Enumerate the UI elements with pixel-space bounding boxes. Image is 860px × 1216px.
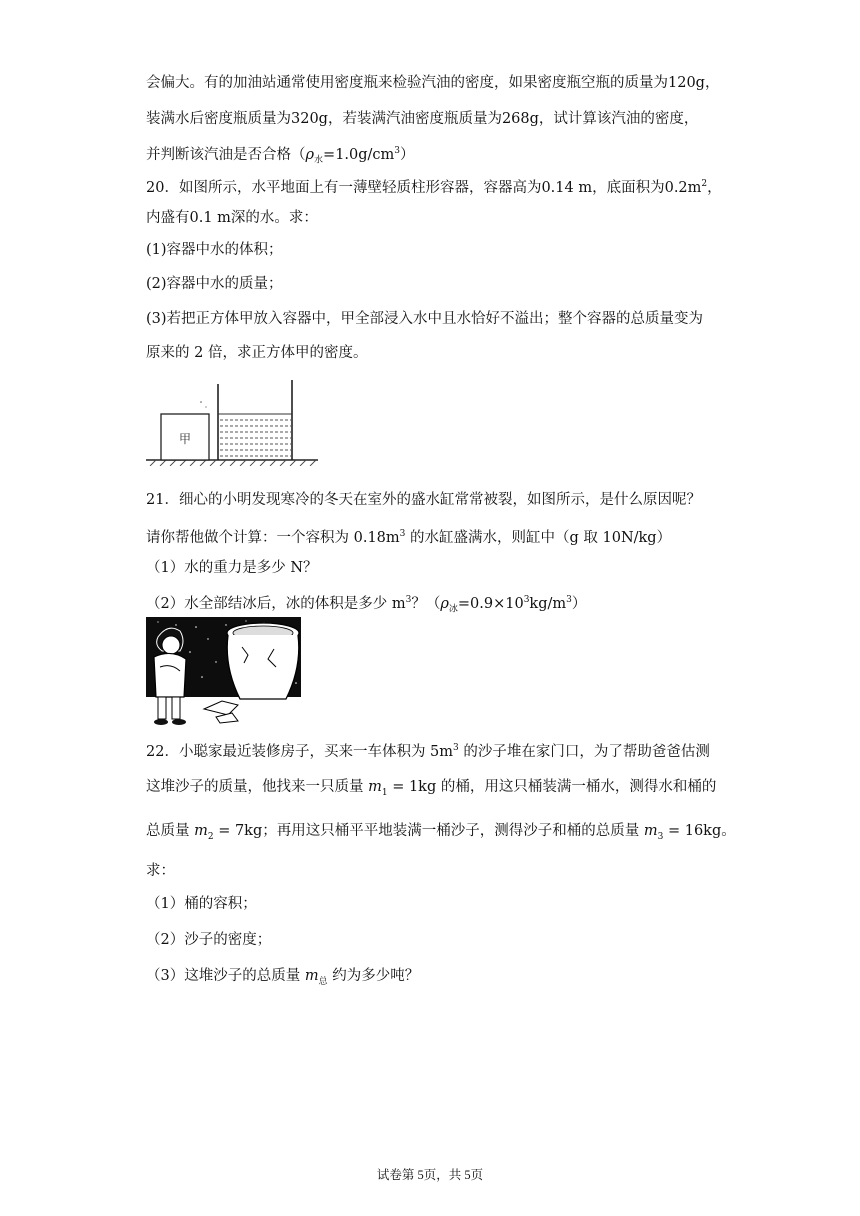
text: 的沙子堆在家门口，为了帮助爸爸估测 [458,743,710,760]
water-fill [220,420,291,456]
superscript: 3 [405,595,412,605]
text: = 16kg。 [663,823,736,839]
mass-symbol: m [368,779,382,795]
text: = 7kg；再用这只桶平平地装满一桶沙子，测得沙子和桶的总质量 [213,823,644,839]
mass-symbol: m [194,823,208,839]
subscript: 总 [318,976,328,987]
subscript: 水 [314,155,324,166]
text: (1)容器中水的体积； [146,242,283,258]
superscript: 3 [399,529,406,539]
text-line [146,821,736,847]
subquestion [146,274,283,294]
text: ） [400,146,415,163]
text: ， [707,179,722,196]
text: =1.0g/cm [323,146,395,163]
rho-symbol: ρ [440,595,449,612]
page-footer: 试卷第 5页，共 5页 [376,1168,484,1182]
text: 22．小聪家最近装修房子，买来一车体积为 5m [146,743,454,760]
superscript: 3 [453,743,459,753]
text-line [146,861,175,881]
text: 21．细心的小明发现寒冷的冬天在室外的盛水缸常常被裂，如图所示，是什么原因呢？ [146,492,701,508]
text: =0.9×10 [457,595,524,612]
text: （2）水全部结冰后，冰的体积是多少 m [146,595,406,612]
text: 装满水后密度瓶质量为320g，若装满汽油密度瓶质量为268g，试计算该汽油的密度， [146,111,699,127]
subquestion [146,930,271,950]
question-21-stem [146,490,701,510]
text: （1）水的重力是多少 N？ [146,560,318,576]
mass-symbol: m [304,968,319,984]
text: = 1kg 的桶，用这只桶装满一桶水，测得水和桶的 [387,779,717,795]
text: 这堆沙子的质量，他找来一只质量 [146,779,369,795]
text: 的水缸盛满水，则缸中（g 取 10N/kg） [405,529,672,546]
text: 并判断该汽油是否合格（ [146,146,306,163]
subscript: 2 [207,831,214,842]
text: (3)若把正方体甲放入容器中，甲全部浸入水中且水恰好不溢出；整个容器的总质量变为 [146,311,704,327]
subquestion [146,240,283,260]
text-line [146,524,671,548]
text: ？（ [411,595,441,612]
container-figure [146,380,321,466]
text: 约为多少吨？ [327,968,420,984]
text: 求： [146,863,175,879]
subscript: 冰 [448,604,458,615]
rho-symbol: ρ [305,146,315,163]
text: (2)容器中水的质量； [146,276,283,292]
subquestion [146,590,586,620]
subquestion [146,558,318,578]
superscript: 3 [566,595,572,605]
text: 会偏大。有的加油站通常使用密度瓶来检验汽油的密度，如果密度瓶空瓶的质量为120g， [146,75,720,91]
subquestion [146,309,703,329]
superscript: 2 [701,179,708,189]
text: （2）沙子的密度； [146,932,272,948]
text: 内盛有0.1 m深的水。求： [146,210,318,226]
superscript: 3 [394,146,401,156]
text-line [146,343,367,363]
text: 20．如图所示，水平地面上有一薄壁轻质柱形容器，容器高为0.14 m，底面积为0.2m [146,179,702,196]
text: 总质量 [146,823,195,839]
superscript: 3 [523,595,530,605]
text: （1）桶的容积； [146,896,257,912]
text-line [146,109,698,129]
text: 原来的 2 倍，求正方体甲的密度。 [146,345,368,361]
text: kg/m [529,595,567,612]
subquestion [146,966,419,992]
ground-hatching [150,460,316,466]
question-22-stem [146,738,710,762]
text: ） [571,595,587,612]
mass-symbol: m [643,823,658,839]
question-20-stem [146,174,722,198]
text-line [146,73,719,93]
cube-label: 甲 [178,432,192,446]
text: 请你帮他做个计算：一个容积为 0.18m [146,529,400,546]
text-line [146,777,716,803]
text: （3）这堆沙子的总质量 [146,968,305,984]
cracked-vat-illustration [146,617,301,730]
text-line [146,208,318,228]
subscript: 1 [381,787,388,798]
subquestion [146,894,257,914]
subscript: 3 [657,831,664,842]
text-line [146,141,415,171]
